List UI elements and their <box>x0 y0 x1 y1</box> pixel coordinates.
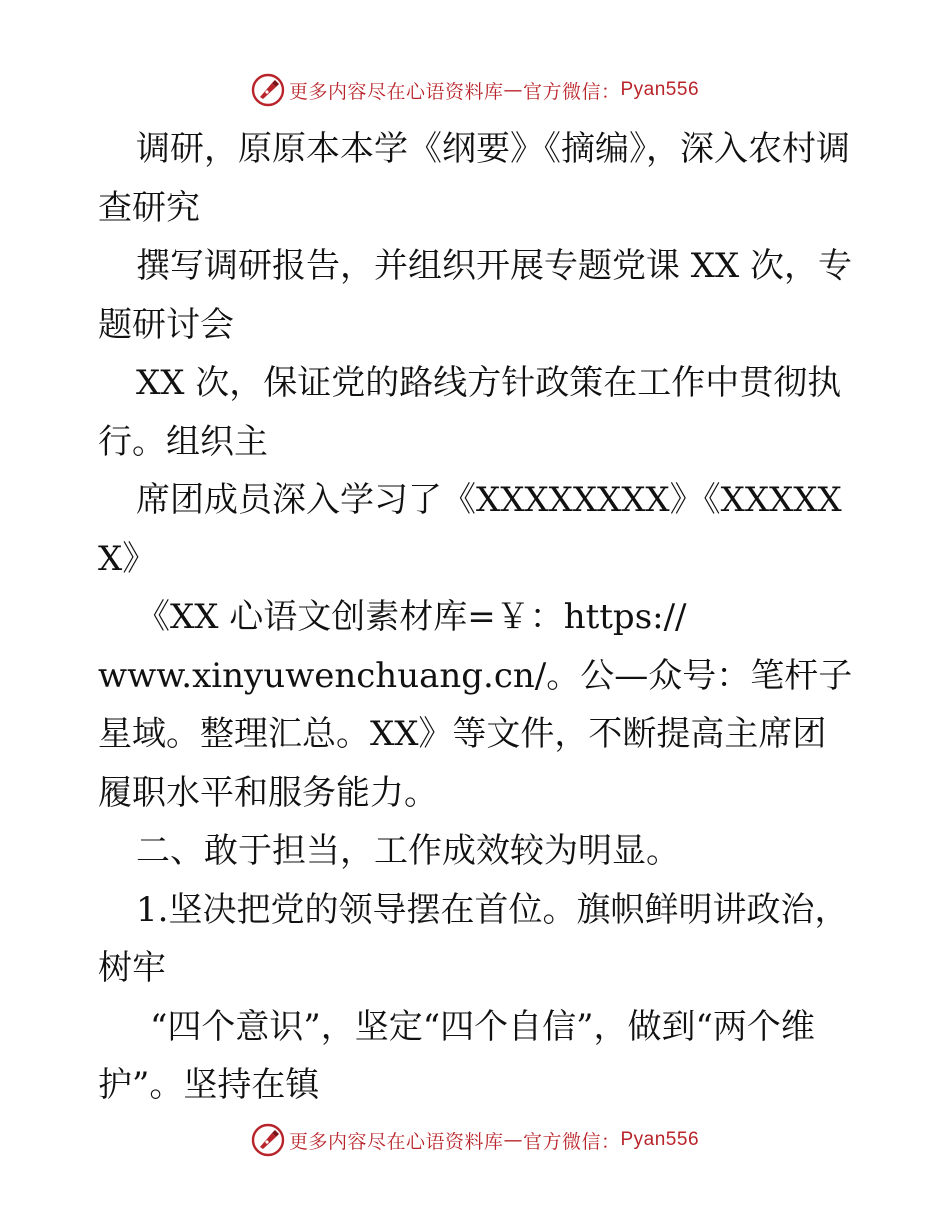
banner-main-text: 更多内容尽在心语资料库 <box>288 1130 504 1153</box>
section-heading-2: 二、敢于担当，工作成效较为明显。 <box>136 831 680 871</box>
footer-banner <box>0 1120 950 1160</box>
paragraph-6: www.xinyuwenchuang.cn/。公—众号：笔杆子星域。整理汇总。XX》等文件，不断提高主席团履职水平和服务能力。 <box>98 655 853 813</box>
paragraph-1: 调研，原原本本学《纲要》《摘编》，深入农村调查研究 <box>98 129 850 228</box>
document-body <box>98 120 858 1115</box>
banner-wechat-id: Pyan556 <box>620 1129 700 1150</box>
pen-nib-logo-icon <box>251 73 285 107</box>
banner-dash: — <box>503 79 523 101</box>
paragraph-2: 撰写调研报告，并组织开展专题党课 XX 次，专题研讨会 <box>98 246 853 345</box>
banner-main-text: 更多内容尽在心语资料库 <box>288 80 504 103</box>
header-banner <box>0 70 950 110</box>
paragraph-8: “四个意识”，坚定“四个自信”，做到“两个维护”。坚持在镇 <box>98 1006 815 1105</box>
paragraph-4: 席团成员深入学习了《XXXXXXXX》《XXXXXX》 <box>98 480 842 579</box>
banner-dash: — <box>503 1129 523 1151</box>
paragraph-5: 《XX 心语文创素材库=￥：https:// <box>136 597 687 637</box>
banner-official-label: 官方微信： <box>522 80 621 103</box>
banner-official-label: 官方微信： <box>522 1130 621 1153</box>
banner-wechat-id: Pyan556 <box>620 79 700 100</box>
paragraph-3: XX 次，保证党的路线方针政策在工作中贯彻执行。组织主 <box>98 363 842 462</box>
paragraph-7: 1.坚决把党的领导摆在首位。旗帜鲜明讲政治，树牢 <box>98 889 849 988</box>
pen-nib-logo-icon <box>251 1123 285 1157</box>
